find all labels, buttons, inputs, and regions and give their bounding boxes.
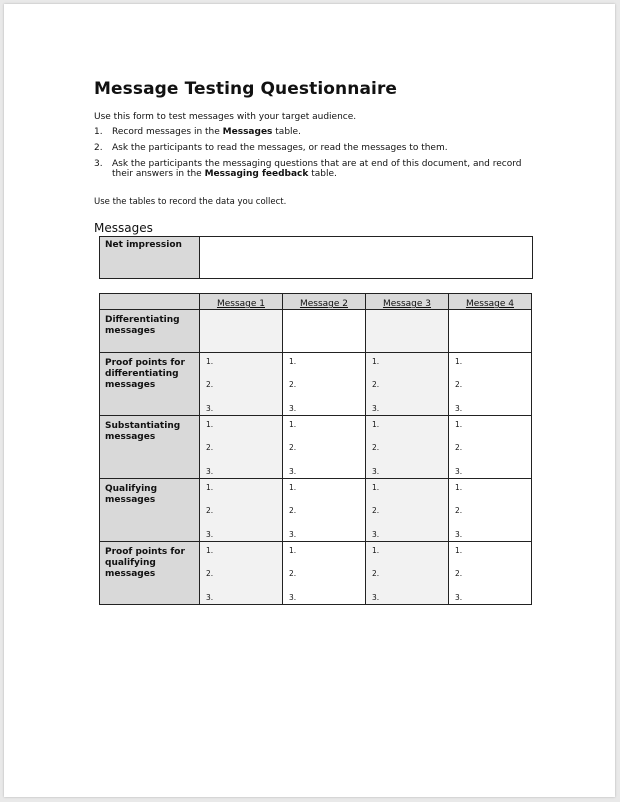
table-cell[interactable] — [200, 542, 283, 605]
point-list — [372, 357, 444, 415]
instruction-step: 2. Ask the participants to read the messages, or read the messages to them. — [94, 143, 448, 153]
point-list — [289, 546, 361, 604]
table-cell[interactable] — [283, 353, 366, 416]
tables-note: Use the tables to record the data you collect. — [94, 197, 287, 207]
point-number: 1. — [372, 420, 380, 429]
point-number: 2. — [455, 506, 463, 515]
point-list — [455, 357, 527, 415]
point-number: 3. — [206, 530, 214, 539]
point-number: 2. — [455, 569, 463, 578]
point-list — [455, 420, 527, 478]
point-number: 2. — [206, 569, 214, 578]
point-number: 2. — [372, 569, 380, 578]
table-cell[interactable] — [366, 479, 449, 542]
point-number: 3. — [289, 404, 297, 413]
point-number: 3. — [455, 530, 463, 539]
point-list — [372, 546, 444, 604]
point-number: 3. — [372, 404, 380, 413]
point-number: 2. — [289, 569, 297, 578]
point-number: 2. — [289, 380, 297, 389]
table-cell[interactable] — [449, 310, 532, 353]
table-cell[interactable] — [200, 353, 283, 416]
document-page — [4, 4, 615, 797]
point-number: 1. — [455, 357, 463, 366]
point-number: 2. — [372, 443, 380, 452]
table-cell[interactable] — [283, 310, 366, 353]
table-header-row — [100, 294, 532, 310]
table-cell[interactable] — [283, 416, 366, 479]
point-number: 2. — [455, 443, 463, 452]
row-label-substantiating: Substantiating messages — [100, 416, 200, 479]
net-impression-label: Net impression — [100, 237, 200, 279]
point-list — [206, 483, 278, 541]
table-row — [100, 542, 532, 605]
table-cell[interactable] — [283, 542, 366, 605]
point-list — [206, 420, 278, 478]
table-cell[interactable] — [366, 416, 449, 479]
document-title: Message Testing Questionnaire — [94, 79, 398, 99]
point-list — [372, 420, 444, 478]
point-number: 1. — [206, 483, 214, 492]
point-number: 2. — [372, 506, 380, 515]
point-number: 3. — [455, 593, 463, 602]
point-number: 1. — [289, 546, 297, 555]
point-number: 1. — [289, 483, 297, 492]
point-number: 2. — [455, 380, 463, 389]
header-corner — [100, 294, 200, 310]
table-row — [100, 416, 532, 479]
point-number: 1. — [289, 420, 297, 429]
point-number: 1. — [206, 357, 214, 366]
messages-table — [99, 293, 532, 605]
point-number: 1. — [206, 420, 214, 429]
point-number: 3. — [372, 530, 380, 539]
column-header-message-3: Message 3 — [366, 294, 449, 310]
point-number: 2. — [289, 506, 297, 515]
point-number: 2. — [289, 443, 297, 452]
point-list — [289, 420, 361, 478]
table-cell[interactable] — [366, 353, 449, 416]
row-label-differentiating: Differentiating messages — [100, 310, 200, 353]
point-number: 2. — [206, 443, 214, 452]
row-label-qualifying: Qualifying messages — [100, 479, 200, 542]
point-number: 1. — [455, 546, 463, 555]
point-number: 2. — [206, 380, 214, 389]
point-number: 1. — [372, 546, 380, 555]
point-list — [206, 357, 278, 415]
table-cell[interactable] — [449, 353, 532, 416]
table-cell[interactable] — [283, 479, 366, 542]
point-number: 3. — [455, 467, 463, 476]
table-row — [100, 479, 532, 542]
row-label-proof-differentiating: Proof points for differentiating messages — [100, 353, 200, 416]
point-number: 3. — [206, 404, 214, 413]
column-header-message-2: Message 2 — [283, 294, 366, 310]
point-number: 1. — [206, 546, 214, 555]
point-list — [455, 483, 527, 541]
table-cell[interactable] — [449, 416, 532, 479]
point-list — [372, 483, 444, 541]
point-number: 2. — [206, 506, 214, 515]
table-cell[interactable] — [200, 416, 283, 479]
table-row — [100, 310, 532, 353]
point-number: 1. — [455, 420, 463, 429]
point-list — [289, 483, 361, 541]
point-number: 2. — [372, 380, 380, 389]
point-number: 1. — [289, 357, 297, 366]
point-number: 1. — [372, 357, 380, 366]
point-number: 3. — [455, 404, 463, 413]
point-number: 3. — [206, 593, 214, 602]
table-row — [100, 353, 532, 416]
point-list — [289, 357, 361, 415]
column-header-message-1: Message 1 — [200, 294, 283, 310]
point-list — [455, 546, 527, 604]
table-cell[interactable] — [200, 310, 283, 353]
point-number: 1. — [372, 483, 380, 492]
instruction-step: 3. Ask the participants the messaging questions that are at end of this document, and record their answers in the Messaging feedback table. — [94, 159, 522, 179]
point-number: 3. — [289, 593, 297, 602]
net-impression-table — [99, 236, 533, 279]
table-cell[interactable] — [449, 542, 532, 605]
section-title-messages: Messages — [94, 221, 153, 235]
point-number: 3. — [372, 467, 380, 476]
row-label-proof-qualifying: Proof points for qualifying messages — [100, 542, 200, 605]
instruction-step: 1. Record messages in the Messages table. — [94, 127, 301, 137]
column-header-message-4: Message 4 — [449, 294, 532, 310]
table-cell[interactable] — [366, 542, 449, 605]
intro-text: Use this form to test messages with your target audience. — [94, 112, 357, 122]
point-number: 3. — [206, 467, 214, 476]
point-number: 3. — [289, 530, 297, 539]
net-impression-input[interactable] — [200, 237, 533, 279]
instruction-list — [94, 127, 534, 185]
table-cell[interactable] — [449, 479, 532, 542]
point-number: 3. — [289, 467, 297, 476]
point-list — [206, 546, 278, 604]
point-number: 1. — [455, 483, 463, 492]
point-number: 3. — [372, 593, 380, 602]
table-cell[interactable] — [366, 310, 449, 353]
table-cell[interactable] — [200, 479, 283, 542]
